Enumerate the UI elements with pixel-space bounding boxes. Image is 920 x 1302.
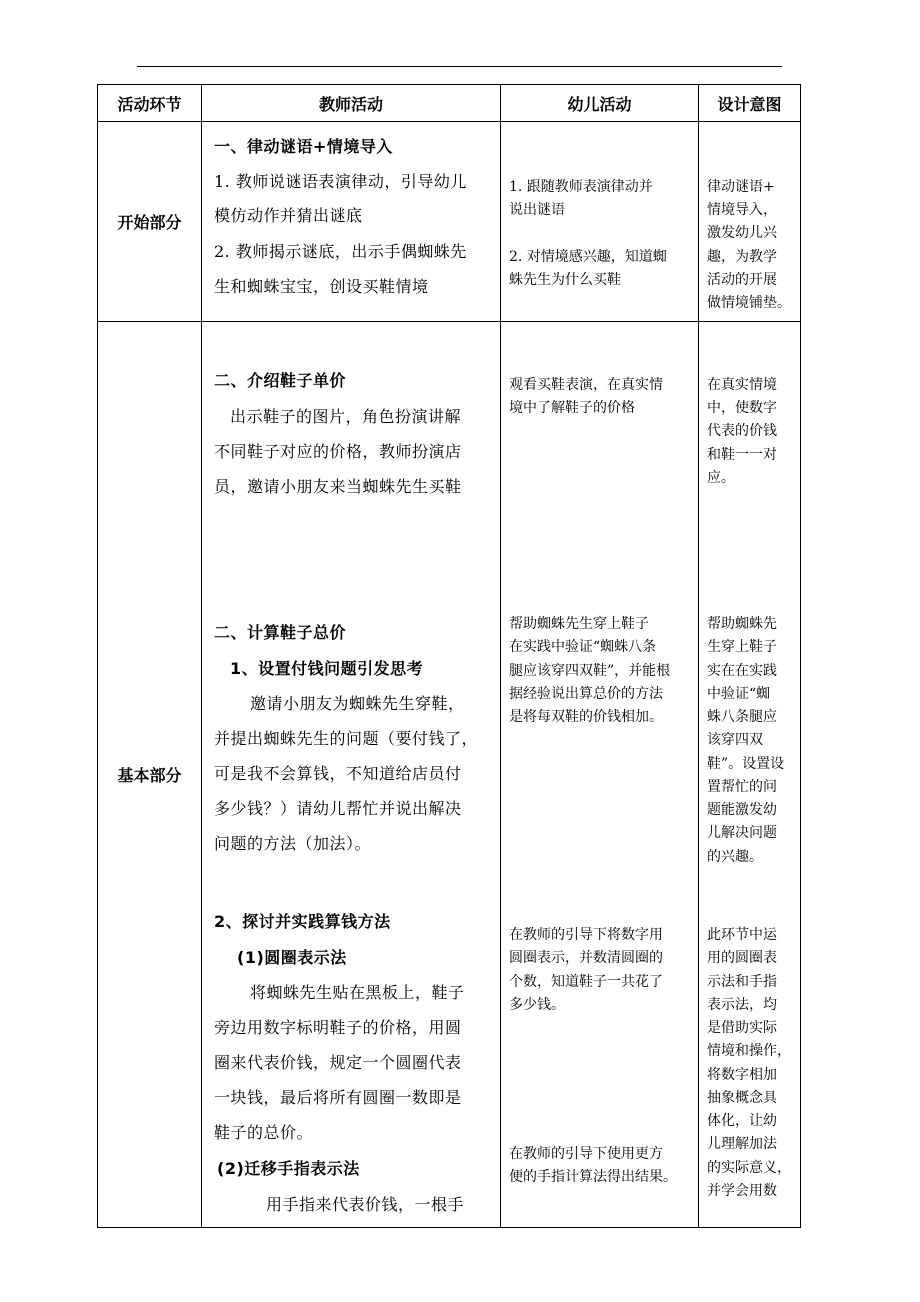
child-line: 在教师的引导下使用更方 <box>509 1146 663 1162</box>
child-line: 1. 跟随教师表演律动并 <box>509 179 653 195</box>
teacher-line: 并提出蜘蛛先生的问题（要付钱了， <box>214 729 479 748</box>
intent-line: 和鞋一一对 <box>707 447 777 463</box>
intent-line: 示法和手指 <box>707 974 777 990</box>
header-intent: 设计意图 <box>699 85 801 122</box>
intent-line: 置帮忙的问 <box>707 779 777 795</box>
teacher-line: 用手指来代表价钱，一根手 <box>266 1195 465 1214</box>
teacher-line: 邀请小朋友为蜘蛛先生穿鞋， <box>250 694 465 713</box>
section-heading: 二、介绍鞋子单价 <box>214 371 347 390</box>
teacher-line: 出示鞋子的图片，角色扮演讲解 <box>230 407 462 426</box>
teacher-line: 生和蜘蛛宝宝，创设买鞋情境 <box>214 277 429 296</box>
teacher-line: 2. 教师揭示谜底，出示手偶蜘蛛先 <box>214 242 467 261</box>
intent-line: 是借助实际 <box>707 1020 777 1036</box>
section-heading: 二、计算鞋子总价 <box>214 623 347 642</box>
intent-line: 实在在实践 <box>707 663 777 679</box>
intent-cell-opening <box>699 122 801 322</box>
teacher-line: 多少钱？）请幼儿帮忙并说出解决 <box>214 799 462 818</box>
teacher-line: 模仿动作并猜出谜底 <box>214 206 363 225</box>
intent-line: 的兴趣。 <box>707 849 763 865</box>
intent-line: 并学会用数 <box>707 1183 777 1199</box>
section-heading: 2、探讨并实践算钱方法 <box>214 912 391 931</box>
intent-line: 生穿上鞋子 <box>707 639 777 655</box>
stage-opening: 开始部分 <box>98 122 202 322</box>
intent-line: 表示法，均 <box>707 997 777 1013</box>
child-cell-opening <box>501 122 699 322</box>
child-line: 多少钱。 <box>509 997 565 1013</box>
intent-line: 在真实情境 <box>707 377 777 393</box>
intent-line: 题能激发幼 <box>707 802 777 818</box>
intent-line: 的实际意义， <box>707 1160 791 1176</box>
child-line: 帮助蜘蛛先生穿上鞋子 <box>509 616 649 632</box>
lesson-plan-table <box>97 84 801 1228</box>
teacher-line: 问题的方法（加法）。 <box>214 834 372 853</box>
child-line: 据经验说出算总价的方法 <box>509 686 663 702</box>
teacher-line: 可是我不会算钱，不知道给店员付 <box>214 764 462 783</box>
child-line: 腿应该穿四双鞋”，并能根 <box>509 663 671 679</box>
intent-line: 中，使数字 <box>707 400 777 416</box>
child-line: 在实践中验证“蜘蛛八条 <box>509 639 657 655</box>
method-label: (2)迁移手指表示法 <box>217 1159 360 1178</box>
intent-line: 鞋”。设置设 <box>707 756 785 772</box>
header-stage: 活动环节 <box>98 85 202 122</box>
intent-line: 该穿四双 <box>707 732 763 748</box>
child-cell-main <box>501 322 699 1228</box>
intent-line: 做情境铺垫。 <box>707 295 791 311</box>
teacher-cell-main <box>202 322 501 1228</box>
child-line: 在教师的引导下将数字用 <box>509 927 663 943</box>
intent-line: 抽象概念具 <box>707 1090 777 1106</box>
intent-line: 儿理解加法 <box>707 1136 777 1152</box>
intent-line: 应。 <box>707 470 735 486</box>
intent-line: 活动的开展 <box>707 272 777 288</box>
child-line: 便的手指计算法得出结果。 <box>509 1169 677 1185</box>
table-row-opening <box>98 122 801 322</box>
header-row <box>98 85 801 122</box>
teacher-line: 圈来代表价钱，规定一个圆圈代表 <box>214 1053 462 1072</box>
intent-line: 帮助蜘蛛先 <box>707 616 777 632</box>
teacher-line: 将蜘蛛先生贴在黑板上，鞋子 <box>250 983 465 1002</box>
child-line: 境中了解鞋子的价格 <box>509 400 635 416</box>
intent-line: 体化，让幼 <box>707 1113 777 1129</box>
teacher-line: 员，邀请小朋友来当蜘蛛先生买鞋 <box>214 477 462 496</box>
intent-line: 中验证“蜘 <box>707 686 771 702</box>
teacher-line: 旁边用数字标明鞋子的价格，用圆 <box>214 1018 462 1037</box>
intent-line: 趣，为教学 <box>707 249 777 265</box>
teacher-line: 不同鞋子对应的价格，教师扮演店 <box>214 442 462 461</box>
teacher-line: 鞋子的总价。 <box>214 1123 314 1142</box>
teacher-line: 一块钱，最后将所有圆圈一数即是 <box>214 1088 462 1107</box>
header-child: 幼儿活动 <box>501 85 699 122</box>
teacher-line: 1. 教师说谜语表演律动，引导幼儿 <box>214 172 467 191</box>
intent-line: 代表的价钱 <box>707 423 777 439</box>
child-line: 说出谜语 <box>509 202 565 218</box>
intent-line: 将数字相加 <box>707 1067 777 1083</box>
child-line: 2. 对情境感兴趣，知道蜘 <box>509 249 667 265</box>
method-label: (1)圆圈表示法 <box>237 948 347 967</box>
intent-line: 情境和操作， <box>707 1043 791 1059</box>
teacher-heading: 一、律动谜语+情境导入 <box>214 137 393 156</box>
page-header-rule <box>137 66 782 67</box>
stage-main: 基本部分 <box>98 322 202 1228</box>
intent-line: 用的圆圈表 <box>707 950 777 966</box>
intent-line: 此环节中运 <box>707 927 777 943</box>
intent-line: 律动谜语+ <box>707 179 775 195</box>
header-teacher: 教师活动 <box>202 85 501 122</box>
intent-line: 激发幼儿兴 <box>707 225 777 241</box>
child-line: 观看买鞋表演，在真实情 <box>509 377 663 393</box>
teacher-cell-opening <box>202 122 501 322</box>
child-line: 是将每双鞋的价钱相加。 <box>509 709 663 725</box>
table-row-main <box>98 322 801 1228</box>
intent-line: 蛛八条腿应 <box>707 709 777 725</box>
child-line: 个数，知道鞋子一共花了 <box>509 974 663 990</box>
intent-line: 情境导入， <box>707 202 777 218</box>
child-line: 圆圈表示，并数清圆圈的 <box>509 950 663 966</box>
section-subheading: 1、设置付钱问题引发思考 <box>230 659 424 678</box>
intent-line: 儿解决问题 <box>707 825 777 841</box>
intent-cell-main <box>699 322 801 1228</box>
child-line: 蛛先生为什么买鞋 <box>509 272 621 288</box>
